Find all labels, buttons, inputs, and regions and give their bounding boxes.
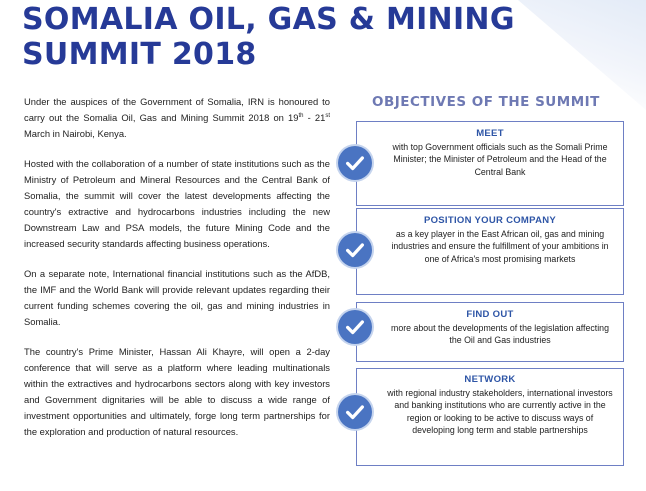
- intro-p1-sup1: th: [298, 112, 304, 119]
- objective-head-meet: MEET: [476, 128, 504, 139]
- checkmark-circle-icon: [338, 310, 372, 344]
- objective-head-position: POSITION YOUR COMPANY: [423, 215, 557, 226]
- objective-box-position: [356, 208, 624, 295]
- objective-head-network: NETWORK: [464, 374, 516, 385]
- intro-paragraph-3: On a separate note, International financial institutions such as the AfDB, the IMF and the World Bank will provide relevant updates regarding their current funding schemes covering the oil, gas and mining industries in Somalia.: [24, 268, 330, 327]
- objectives-title: OBJECTIVES OF THE SUMMIT: [372, 94, 600, 110]
- objective-box-find-out: [356, 302, 624, 362]
- checkmark-circle-icon: [338, 146, 372, 180]
- intro-text: [24, 94, 330, 454]
- objective-box-meet: [356, 121, 624, 206]
- objective-text-network: with regional industry stakeholders, international investors and banking institutions who are currently active in the region or looking to be active to discuss ways of developing long term and stable partnerships: [387, 388, 613, 436]
- intro-p1-sup2: st: [325, 112, 330, 119]
- intro-paragraph-4: The country's Prime Minister, Hassan Ali Khayre, will open a 2-day conference that will serve as a platform where leading multinationals within the extractives and hydrocarbons sectors along with key investors and Government dignitaries will be able to discuss a wide range of investment opportunities and ultimately, forge long term partnerships for the exploration and production of natural resources.: [24, 346, 330, 437]
- objective-text-find-out: more about the developments of the legislation affecting the Oil and Gas industries: [391, 323, 609, 346]
- intro-p1-end: March in Nairobi, Kenya.: [24, 128, 127, 139]
- objective-box-network: [356, 368, 624, 466]
- objective-text-meet: with top Government officials such as the Somali Prime Minister; the Minister of Petroleum and the Head of the Central Bank: [392, 142, 608, 177]
- intro-paragraph-2: Hosted with the collaboration of a number of state institutions such as the Ministry of Petroleum and Mineral Resources and the Central Bank of Somalia, the summit will cover the latest developments affecting the country's extractive and hydrocarbons industries including the new Downstream Law and PSA models, the future Mining Code and the increased security standards affecting business operations.: [24, 158, 330, 249]
- title-line-2: SUMMIT 2018: [22, 37, 257, 72]
- page-title: [22, 2, 515, 72]
- objective-head-find-out: FIND OUT: [466, 309, 514, 320]
- intro-paragraph-1: [24, 94, 330, 142]
- intro-p1-start: Under the auspices of the Government of Somalia, IRN is honoured to carry out the Somalia Oil, Gas and Mining Summit 2018 on 19: [24, 96, 330, 123]
- checkmark-circle-icon: [338, 395, 372, 429]
- title-line-1: SOMALIA OIL, GAS & MINING: [22, 2, 515, 37]
- intro-p1-mid: - 21: [303, 112, 326, 123]
- checkmark-circle-icon: [338, 233, 372, 267]
- objective-text-position: as a key player in the East African oil, gas and mining industries and ensure the fulfillment of your ambitions in one of Africa's most promising markets: [391, 229, 609, 264]
